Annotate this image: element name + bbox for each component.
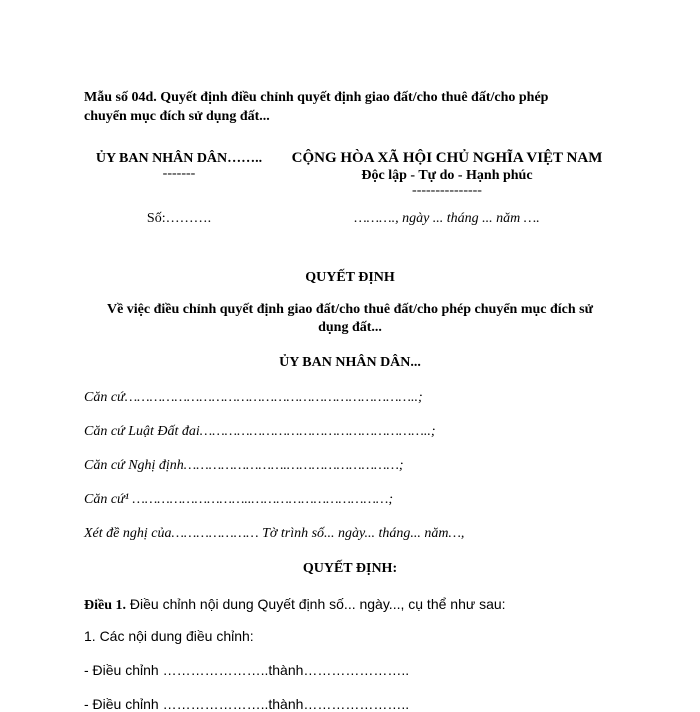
decision-authority: ỦY BAN NHÂN DÂN... bbox=[279, 355, 421, 370]
article-1-text: Điều chỉnh nội dung Quyết định số... ngày..., cụ thể như sau: bbox=[126, 596, 506, 612]
article-1-label: Điều 1. bbox=[84, 598, 126, 613]
form-title-line1: Mẫu số 04d. Quyết định điều chỉnh quyết định giao đất/cho thuê đất/cho phép bbox=[84, 90, 549, 105]
decision-subject-line2: dụng đất... bbox=[318, 320, 382, 335]
place-date: ………., ngày ... tháng ... năm …. bbox=[354, 211, 540, 226]
basis-line: Căn cứ……………………………………………………………..; bbox=[84, 390, 423, 405]
national-motto: Độc lập - Tự do - Hạnh phúc bbox=[361, 168, 533, 183]
issuing-agency: ỦY BAN NHÂN DÂN…….. bbox=[95, 151, 263, 166]
agency-rule: ------- bbox=[162, 166, 196, 181]
decision-subject-line1: Về việc điều chỉnh quyết định giao đất/cho thuê đất/cho phép chuyển mục đích sử bbox=[106, 302, 594, 317]
document-number: Số:………. bbox=[146, 211, 212, 226]
basis-line: Căn cứ Luật Đất đai………………………………………………..; bbox=[84, 424, 436, 439]
decides-heading: QUYẾT ĐỊNH: bbox=[302, 561, 398, 576]
adjustment-bullet: - Điều chỉnh …………………..thành………………….. bbox=[84, 662, 410, 678]
decision-heading: QUYẾT ĐỊNH bbox=[305, 270, 395, 285]
basis-line: Căn cứ¹ ………………………..……………………………; bbox=[84, 492, 394, 507]
motto-rule: --------------- bbox=[412, 183, 482, 198]
item-1: 1. Các nội dung điều chỉnh: bbox=[84, 628, 254, 644]
adjustment-bullet: - Điều chỉnh …………………..thành………………….. bbox=[84, 696, 410, 712]
article-1 bbox=[84, 596, 506, 614]
basis-line: Căn cứ Nghị định…………………….………………………; bbox=[84, 458, 404, 473]
proposal-line: Xét đề nghị của………………… Tờ trình số... ngày... tháng... năm…, bbox=[84, 526, 465, 541]
form-title-line2: chuyển mục đích sử dụng đất... bbox=[84, 109, 270, 124]
national-title: CỘNG HÒA XÃ HỘI CHỦ NGHĨA VIỆT NAM bbox=[291, 150, 603, 166]
